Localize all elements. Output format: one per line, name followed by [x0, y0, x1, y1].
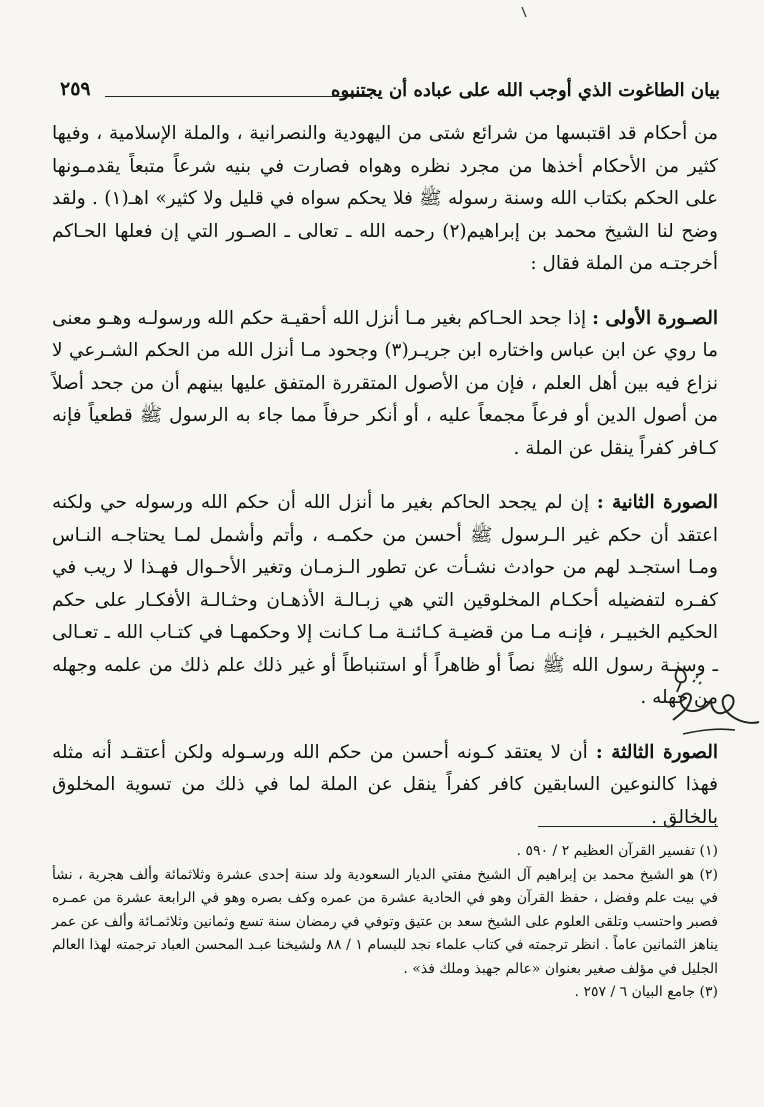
running-header: [20, 78, 720, 108]
footnotes: [52, 840, 718, 1005]
page-number: ٢٥٩: [60, 78, 91, 100]
form-two-label: الصورة الثانية :: [596, 492, 718, 513]
scan-artifact: [518, 4, 532, 18]
form-three-text: أن لا يعتقد كـونه أحسن من حكم الله ورسـوله ولكن أعتقـد أنه مثله فهذا كالنوعين السابقين كافر كفراً ينقل عن الملة لما في ذلك من تسوية المخلوق بالخالق .: [52, 741, 718, 828]
main-text: [52, 118, 718, 834]
form-one-label: الصـورة الأولى :: [592, 307, 718, 329]
intro-paragraph: من أحكام قد اقتبسها من شرائع شتى من اليهودية والنصرانية ، والملة الإسلامية ، وفيها كثير من الأحكام أخذها من مجرد نظره وهواه فصارت في بنيه شرعاً متبعاً يقدمـونها على الحكم بكتاب الله وسنة رسوله ﷺ فلا يحكم سواه في قليل ولا كثير» اهـ(١) . ولقد وضح لنا الشيخ محمد بن إبراهيم(٢) رحمه الله ـ تعالى ـ الصـور التي إن فعلها الحـاكم أخرجتـه من الملة فقال :: [52, 123, 719, 274]
footnote-3: (٣) جامع البيان ٦ / ٢٥٧ .: [574, 984, 718, 1000]
form-two-paragraph: [52, 487, 718, 715]
running-title: بيان الطاغوت الذي أوجب الله على عباده أن يجتنبوه: [331, 80, 720, 101]
form-two-text: إن لم يجحد الحاكم بغير ما أنزل الله أن حكم الله ورسوله حي ولكنه اعتقد أن حكم غير الـرسول ﷺ أحسن من حكمـه ، وأتم وأشمل لمـا يحتاجـه النـاس ومـا استجـد لهم من حوادث نشـأت عن تطور الـزمـان وتغير الأحـوال فهـذا لا ريب في كفـره لتفضيله أحكـام المخلوقين التي هي زبـالـة الأذهـان وحثـالـة الأفكـار على حكم الحكيم الخبيـر ، فإنـه مـا من قضيـة كـائنـة مـا كـانت إلا وحكمهـا في كتـاب الله ـ تعـالى ـ وسنـة رسول الله ﷺ نصاً أو ظاهراً أو استنباطاً أو غير ذلك علم ذلك من علمه وجهله من جهله .: [52, 492, 718, 708]
handwritten-margin-note: [665, 660, 764, 770]
footnote-2: (٢) هو الشيخ محمد بن إبراهيم آل الشيخ مفتي الديار السعودية ولد سنة إحدى عشرة وثلاثمائة وألف هجرية ، نشأ في بيت علم وفضل ، حفظ القرآن وهو في الحادية عشرة من عمره وكف بصره وهو في الرابعة عشرة من عمـره فصبر واحتسب وتلقى العلوم على الشيخ سعد بن عتيق وتوفي في رمضان سنة تسع وثمانين وثلاثمـائة وألف عن عمر يناهز الثمانين عاماً . انظر ترجمته في كتاب علماء نجد للبسام ١ / ٨٨ ولشيخنا عبـد المحسن العباد ترجمته لهذا العالم الجليل في مؤلف صغير بعنوان «عالم جهبذ وملك فذ» .: [52, 866, 718, 977]
footnote-separator: [538, 826, 718, 827]
form-one-text: إذا جحد الحـاكم بغير مـا أنزل الله أحقيـة حكم الله ورسولـه وهـو معنى ما روي عن ابن عباس واختاره ابن جريـر(٣) وجحود مـا أنزل الله من الحكم الشـرعي لا نزاع فيه بين أهل العلم ، فإن من الأصول المتقررة المتفق عليها بينهم أن من جحد أصلاً من أصول الدين أو فرعاً مجمعاً عليه ، أو أنكر حرفاً مما جاء به الرسول ﷺ قطعياً فإنه كـافر كفراً ينقل عن الملة .: [52, 307, 718, 459]
header-rule: [105, 96, 370, 97]
form-three-label: الصورة الثالثة :: [595, 741, 718, 763]
form-three-paragraph: [52, 737, 718, 835]
form-one-paragraph: [52, 303, 718, 466]
footnote-1: (١) تفسير القرآن العظيم ٢ / ٥٩٠ .: [516, 843, 718, 859]
